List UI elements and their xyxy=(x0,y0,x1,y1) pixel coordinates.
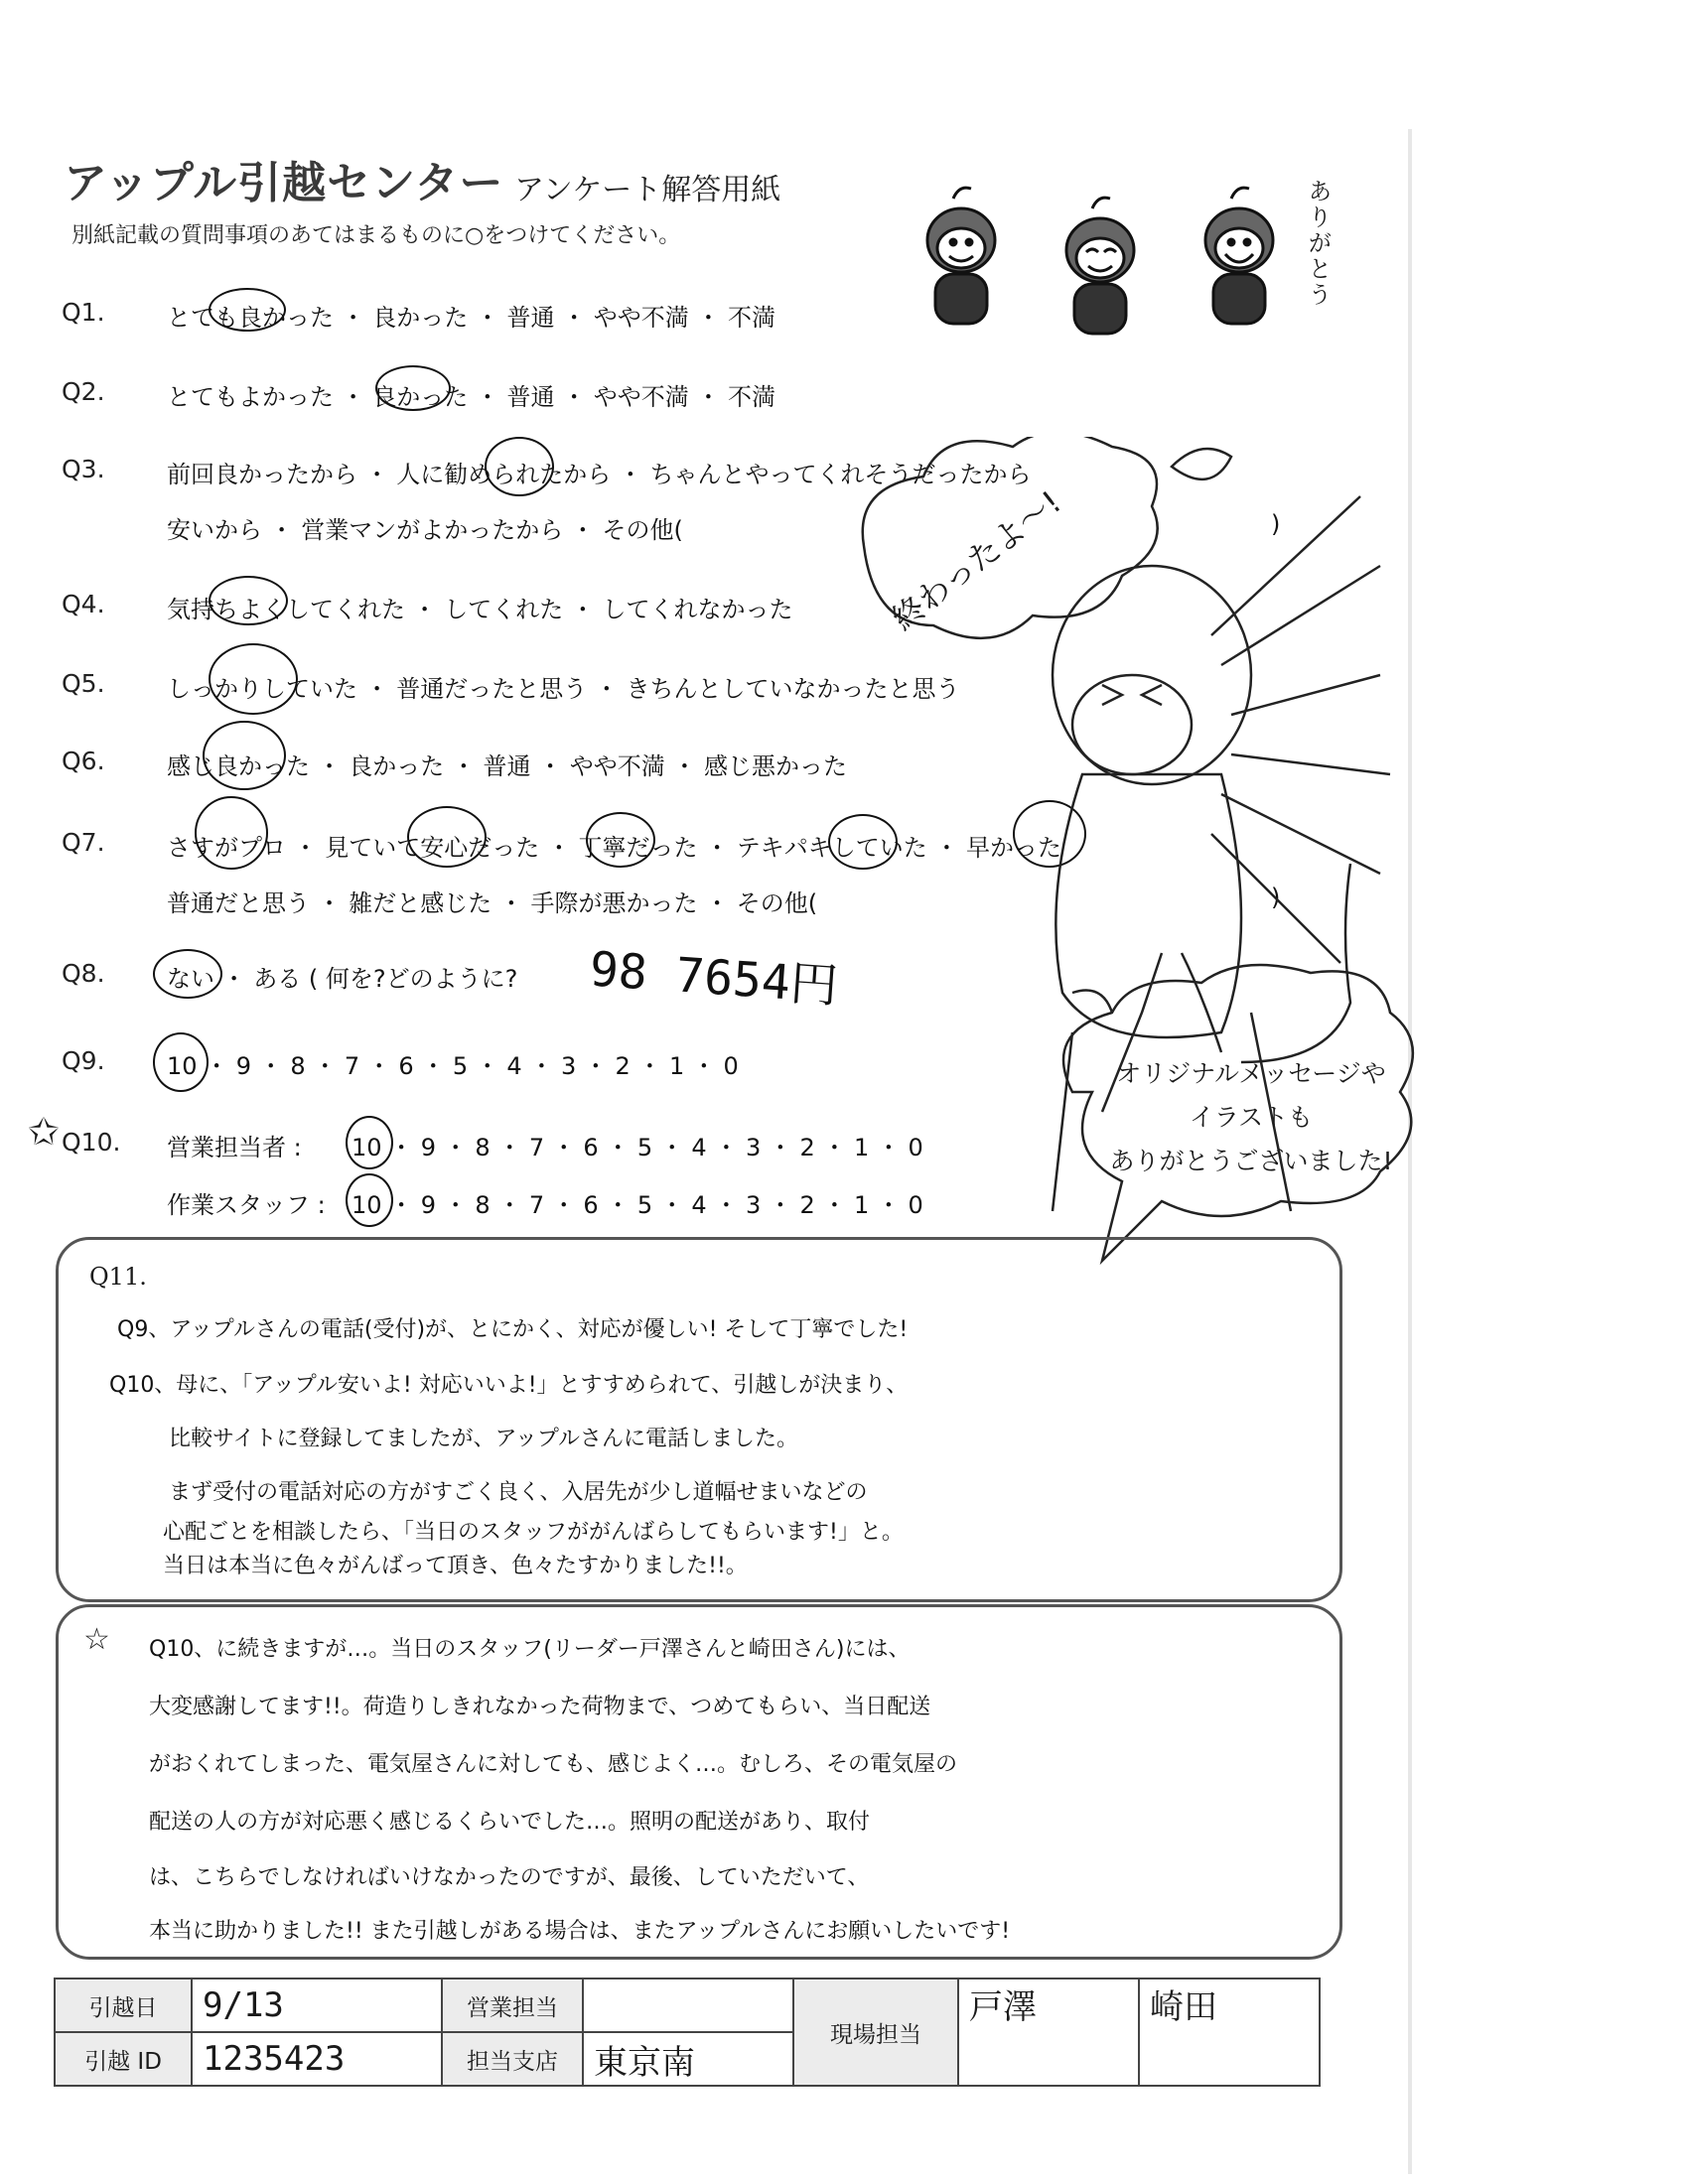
instruction-text: 別紙記載の質問事項のあてはまるものに○をつけてください。 xyxy=(71,223,681,248)
q3-options-line1: 前回良かったから ・ 人に勧められたから ・ ちゃんとやってくれそうだったから xyxy=(167,461,1032,488)
q10-sales-scale: 10 ・ 9 ・ 8 ・ 7 ・ 6 ・ 5 ・ 4 ・ 3 ・ 2 ・ 1 ・ 0 xyxy=(352,1134,923,1161)
q9-label: Q9. xyxy=(62,1046,105,1075)
q6-label: Q6. xyxy=(62,747,105,775)
q4-options: 気持ちよくしてくれた ・ してくれた ・ してくれなかった xyxy=(167,596,793,623)
q8-options: ない ・ ある ( 何を?どのように? xyxy=(167,965,518,993)
bubble-thanks-text xyxy=(1072,1052,1430,1183)
move-date-value: 9/13 xyxy=(192,1979,442,2032)
bubble-finished-text: 終わったよ〜! xyxy=(885,482,1068,638)
q3-label: Q3. xyxy=(62,455,105,483)
q11-comment-box xyxy=(56,1237,1342,1602)
form-subtitle: アンケート解答用紙 xyxy=(514,173,781,207)
q9-answer-circle xyxy=(153,1032,209,1092)
q11-line-6: 当日は本当に色々がんばって頂き、色々たすかりました!!。 xyxy=(163,1554,748,1578)
q7-answer-circle-3 xyxy=(586,812,655,868)
q8-handwritten-answer: 98 7654円 xyxy=(588,941,840,1015)
extra-line-6: 本当に助かりました!! また引越しがある場合は、またアップルさんにお願いしたいです! xyxy=(149,1919,1011,1944)
field-staff-value-1: 戸澤 xyxy=(958,1979,1139,2086)
bubble-thanks-line-1: オリジナルメッセージや xyxy=(1116,1059,1386,1088)
q6-options: 感じ良かった ・ 良かった ・ 普通 ・ やや不満 ・ 感じ悪かった xyxy=(167,752,848,780)
q1-label: Q1. xyxy=(62,298,105,327)
q7-close-paren: ) xyxy=(1271,884,1281,911)
q10-staff-answer-circle xyxy=(346,1173,393,1227)
move-id-value: 1235423 xyxy=(192,2032,442,2086)
q8-answer-circle xyxy=(153,949,222,999)
q4-answer-circle xyxy=(209,576,288,625)
mascot-monkeys-icon xyxy=(874,169,1311,347)
q11-line-3: 比較サイトに登録してましたが、アップルさんに電話しました。 xyxy=(169,1427,799,1451)
q11-line-4: まず受付の電話対応の方がすごく良く、入居先が少し道幅せまいなどの xyxy=(169,1480,868,1505)
q5-label: Q5. xyxy=(62,669,105,698)
branch-value: 東京南 xyxy=(583,2032,793,2086)
extra-line-5: は、こちらでしなければいけなかったのですが、最後、していただいて、 xyxy=(149,1865,870,1890)
q7-answer-circle-1 xyxy=(195,796,268,870)
q5-answer-circle xyxy=(209,643,298,715)
q10-sales-label: 営業担当者 : xyxy=(167,1134,302,1161)
q3-answer-circle xyxy=(485,437,554,496)
move-id-label: 引越 ID xyxy=(55,2032,192,2086)
extra-line-4: 配送の人の方が対応悪く感じるくらいでした…。照明の配送があり、取付 xyxy=(149,1810,871,1835)
q7-answer-circle-2 xyxy=(407,806,487,868)
thanks-text: ありがとう xyxy=(1304,179,1332,308)
q2-label: Q2. xyxy=(62,377,105,406)
branch-label: 担当支店 xyxy=(442,2032,583,2086)
q5-options: しっかりしていた ・ 普通だったと思う ・ きちんとしていなかったと思う xyxy=(167,675,960,703)
extra-line-1: Q10、に続きますが…。当日のスタッフ(リーダー戸澤さんと崎田さん)には、 xyxy=(149,1637,911,1662)
move-date-label: 引越日 xyxy=(55,1979,192,2032)
extra-line-2: 大変感謝してます!!。荷造りしきれなかった荷物まで、つめてもらい、当日配送 xyxy=(149,1695,931,1719)
q10-label: Q10. xyxy=(62,1128,121,1157)
company-title: アップル引越センター xyxy=(64,158,504,208)
q11-line-5: 心配ごとを相談したら、「当日のスタッフががんばらしてもらいます!」と。 xyxy=(163,1520,904,1545)
q11-line-1: Q9、アップルさんの電話(受付)が、とにかく、対応が優しい! そして丁寧でした! xyxy=(117,1317,909,1342)
q3-close-paren: ) xyxy=(1271,510,1281,538)
extra-line-3: がおくれてしまった、電気屋さんに対しても、感じよく…。むしろ、その電気屋の xyxy=(149,1752,958,1777)
q8-label: Q8. xyxy=(62,959,105,988)
sales-staff-label: 営業担当 xyxy=(442,1979,583,2032)
q7-options-line2: 普通だと思う ・ 雑だと感じた ・ 手際が悪かった ・ その他( xyxy=(167,889,818,917)
q3-options-line2: 安いから ・ 営業マンがよかったから ・ その他( xyxy=(167,516,683,544)
q6-answer-circle xyxy=(203,721,286,790)
star-mark-icon: ✩ xyxy=(28,1110,60,1154)
q7-label: Q7. xyxy=(62,828,105,857)
bubble-thanks-line-3: ありがとうございました! xyxy=(1109,1147,1393,1175)
q2-answer-circle xyxy=(375,365,451,411)
q2-options: とてもよかった ・ 良かった ・ 普通 ・ やや不満 ・ 不満 xyxy=(167,383,776,411)
q10-staff-scale: 10 ・ 9 ・ 8 ・ 7 ・ 6 ・ 5 ・ 4 ・ 3 ・ 2 ・ 1 ・ 0 xyxy=(352,1191,923,1219)
field-staff-label: 現場担当 xyxy=(793,1979,958,2086)
sales-staff-value xyxy=(583,1979,793,2032)
q10-sales-answer-circle xyxy=(346,1116,393,1169)
q10-staff-label: 作業スタッフ : xyxy=(167,1191,326,1219)
q7-options-line1: さすがプロ ・ 見ていて安心だった ・ 丁寧だった ・ テキパキしていた ・ 早かった xyxy=(167,834,1062,862)
star-icon: ☆ xyxy=(83,1622,110,1657)
q4-label: Q4. xyxy=(62,590,105,618)
q11-label: Q11. xyxy=(89,1263,147,1291)
move-info-table xyxy=(54,1978,1321,2087)
field-staff-value-2: 崎田 xyxy=(1139,1979,1320,2086)
q1-answer-circle xyxy=(209,288,286,332)
q9-scale: 10 ・ 9 ・ 8 ・ 7 ・ 6 ・ 5 ・ 4 ・ 3 ・ 2 ・ 1 ・ 0 xyxy=(167,1052,739,1080)
q11-line-2: Q10、母に、「アップル安いよ! 対応いいよ!」とすすめられて、引越しが決まり、 xyxy=(109,1373,909,1398)
q1-options: とても良かった ・ 良かった ・ 普通 ・ やや不満 ・ 不満 xyxy=(167,304,776,332)
bubble-thanks-line-2: イラストも xyxy=(1189,1103,1314,1132)
